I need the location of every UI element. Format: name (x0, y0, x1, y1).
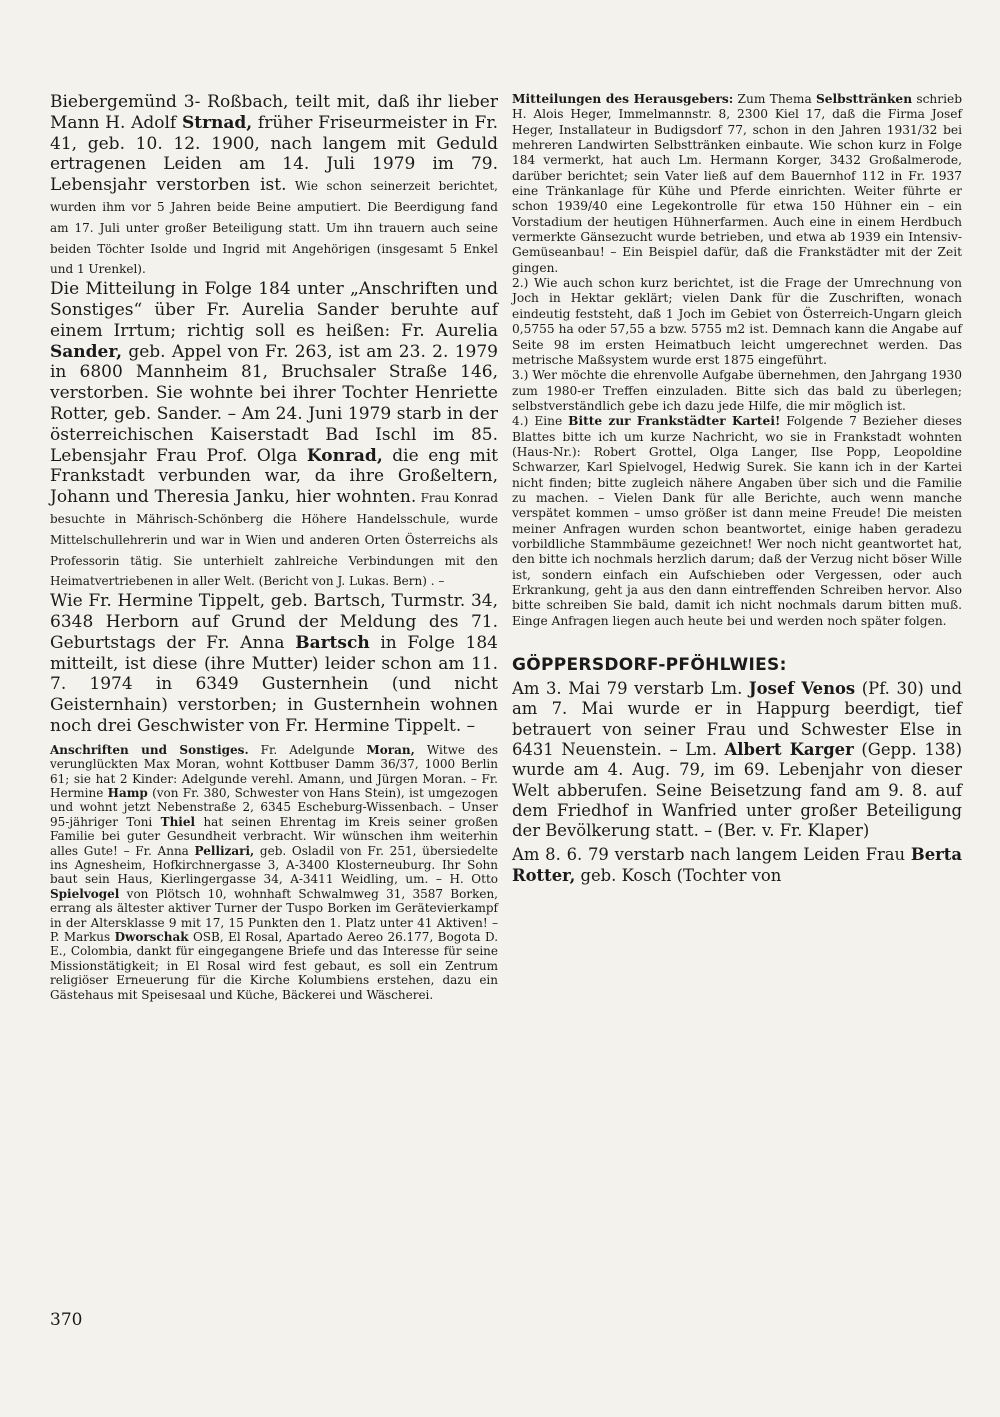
obituary-rotter: Am 8. 6. 79 verstarb nach langem Leiden Frau Berta Rotter, geb. Kosch (Tochter von (512, 845, 962, 885)
publisher-heading: Mitteilungen des Herausgebers: (512, 92, 734, 106)
note-2-joch: 2.) Wie auch schon kurz berichtet, ist die Frage der Umrechnung von Joch in Hektar geklärt; vielen Dank für die Zuschriften, wonach eindeutig feststeht, daß 1 Joch im Gebiet von Österreich-Ungarn gleich 0,5755 ha oder 57,55 a bzw. 5755 m2 ist. Demnach kann die Angabe auf Seite 98 im ersten Heimatbuch leicht umgerechnet werden. Das metrische Maßsystem wurde erst 1875 eingeführt. (512, 276, 962, 367)
section-heading-goeppersdorf: GÖPPERSDORF-PFÖHLWIES: (512, 655, 787, 676)
addresses-heading: Anschriften und Sonstiges. (50, 742, 249, 757)
notice-bartsch: Wie Fr. Hermine Tippelt, geb. Bartsch, Turmstr. 34, 6348 Herborn auf Grund der Meldung des 71. Geburtstags der Fr. Anna Bartsch in Folge 184 mitteilt, ist diese (ihre Mutter) leider schon am 11. 7. 1974 in 6349 Gusternhein (und nicht Geisternhain) verstorben; in Gusternhein wohnen noch drei Geschwister von Fr. Hermine Tippelt. – (50, 591, 498, 736)
obituary-strnad: Biebergemünd 3- Roßbach, teilt mit, daß ihr lieber Mann H. Adolf Strnad, früher Friseurmeister in Fr. 41, geb. 10. 12. 1900, nach langem mit Geduld ertragenen Leiden am 14. Juli 1979 im 79. Lebensjahr verstorben ist. Wie schon seinerzeit berichtet, wurden ihm vor 5 Jahren beide Beine amputiert. Die Beerdigung fand am 17. Juli unter großer Beteiligung statt. Um ihn trauern auch seine beiden Töchter Isolde und Ingrid mit Angehörigen (insgesamt 5 Enkel und 1 Urenkel). (50, 92, 498, 277)
note-4-kartei: 4.) Eine Bitte zur Frankstädter Kartei! Folgende 7 Bezieher dieses Blattes bitte ich um kurze Nachricht, wo sie in Frankstadt wohnten (Haus-Nr.): Robert Grottel, Olga Langer, Ilse Popp, Leopoldine Schwarzer, Karl Spielvogel, Hedwig Surek. Sie kann ich in der Kartei nicht finden; bitte zugleich nähere Angaben über sich und die Familie zu machen. – Vielen Dank für alle Berichte, auch wenn manche verspätet kommen – umso größer ist dann meine Freude! Die meisten meiner Anfragen wurden schon beantwortet, einige haben geradezu vorbildliche Stammbäume gezeichnet! Wer noch nicht geantwortet hat, den bitte ich nochmals herzlich darum; daß der Verzug nicht böser Wille ist, sondern einfach ein Aufschieben oder Vergessen, oder auch Erkrankung, geht ja aus den dann eintreffenden Schreiben hervor. Also bitte schreiben Sie bald, damit ich nicht nochmals darum bitten muß. Einge Anfragen liegen auch heute bei und werden noch später folgen. (512, 414, 962, 628)
page-number: 370 (50, 1310, 83, 1330)
obituary-venos-karger: Am 3. Mai 79 verstarb Lm. Josef Venos (Pf. 30) und am 7. Mai wurde er in Happurg beerdigt, tief betrauert von seiner Frau und Schwester Else in 6431 Neuenstein. – Lm. Albert Karger (Gepp. 138) wurde am 4. Aug. 79, im 69. Lebenjahr von dieser Welt abberufen. Seine Beisetzung fand am 9. 8. auf dem Friedhof in Wanfried unter großer Beteiligung der Bevölkerung statt. – (Ber. v. Fr. Klaper) (512, 679, 962, 841)
publisher-notes: Mitteilungen des Herausgebers: Zum Thema Selbsttränken schrieb H. Alois Heger, Immelmannstr. 8, 2300 Kiel 17, daß die Firma Josef Heger, Installateur in Budigsdorf 77, schon in den Jahren 1931/32 bei mehreren Landwirten Selbsttränken einbaute. Wie schon kurz in Folge 184 vermerkt, hat auch Lm. Hermann Korger, 3432 Großalmerode, darüber berichtet; sein Vater ließ auf dem Bauernhof 112 in Fr. 1937 eine Tränkanlage für Kühe und Pferde einrichten. Weiter führte er schon 1939/40 eine Legekontrolle für etwa 150 Hühner ein – ein Vorstadium der heutigen Hühnerfarmen. Auch eine in einem Herdbuch vermerkte Gänsezucht wurde betrieben, und etwa ab 1939 ein Intensiv-Gemüseanbau! – Ein Beispiel dafür, daß die Frankstädter mit der Zeit gingen. (512, 92, 962, 275)
right-column (512, 92, 962, 886)
addresses-and-misc: Anschriften und Sonstiges. Fr. Adelgunde Moran, Witwe des verunglückten Max Moran, wohnt Kottbuser Damm 36/37, 1000 Berlin 61; sie hat 2 Kinder: Adelgunde verehl. Amann, und Jürgen Moran. – Fr. Hermine Hamp (von Fr. 380, Schwester von Hans Stein), ist umgezogen und wohnt jetzt Nebenstraße 2, 6345 Escheburg-Wissenbach. – Unser 95-jähriger Toni Thiel hat seinen Ehrentag im Kreis seiner großen Familie bei guter Gesundheit verbracht. Wir wünschen ihm weiterhin alles Gute! – Fr. Anna Pellizari, geb. Osladil von Fr. 251, übersiedelte ins Agnesheim, Hofkirchnergasse 3, A-3400 Klosterneuburg. Ihr Sohn baut sein Haus, Kierlingergasse 34, A-3411 Weidling, um. – H. Otto Spielvogel von Plötsch 10, wohnhaft Schwalmweg 31, 3587 Borken, errang als ältester aktiver Turner der Tuspo Borken im Gerätevierkampf in der Altersklasse 9 mit 17, 15 Punkten den 1. Platz unter 41 Aktiven! – P. Markus Dworschak OSB, El Rosal, Apartado Aereo 26.177, Bogota D. E., Colombia, dankt für eingegangene Briefe und das Interesse für seine Missionstätigkeit; in El Rosal wird fest gebaut, es soll ein Zentrum religiöser Erneuerung für die Kirche Kolumbiens erstehen, dazu ein Gästehaus mit Speisesaal und Küche, Bäckerei und Wäscherei. (50, 742, 499, 1002)
correction-sander: Die Mitteilung in Folge 184 unter „Anschriften und Sonstiges“ über Fr. Aurelia Sander beruhte auf einem Irrtum; richtig soll es heißen: Fr. Aurelia Sander, geb. Appel von Fr. 263, ist am 23. 2. 1979 in 6800 Mannheim 81, Bruchsaler Straße 146, verstorben. Sie wohnte bei ihrer Tochter Henriette Rotter, geb. Sander. – Am 24. Juni 1979 starb in der österreichischen Kaiserstadt Bad Ischl im 85. Lebensjahr Frau Prof. Olga Konrad, die eng mit Frankstadt verbunden war, da ihre Großeltern, Johann und Theresia Janku, hier wohnten. Frau Konrad besuchte in Mährisch-Schönberg die Höhere Handelsschule, wurde Mittelschullehrerin und war in Wien und anderen Orten Österreichs als Professorin tätig. Sie unterhielt zahlreiche Verbindungen mit den Heimatvertriebenen in aller Welt. (Bericht von J. Lukas. Bern) . – (50, 279, 499, 589)
note-3-jahrgang: 3.) Wer möchte die ehrenvolle Aufgabe übernehmen, den Jahrgang 1930 zum 1980-er Treffen einzuladen. Bitte sich das bald zu überlegen; selbstverständlich gebe ich dazu jede Hilfe, die mir möglich ist. (512, 368, 962, 413)
left-column (50, 92, 498, 1002)
